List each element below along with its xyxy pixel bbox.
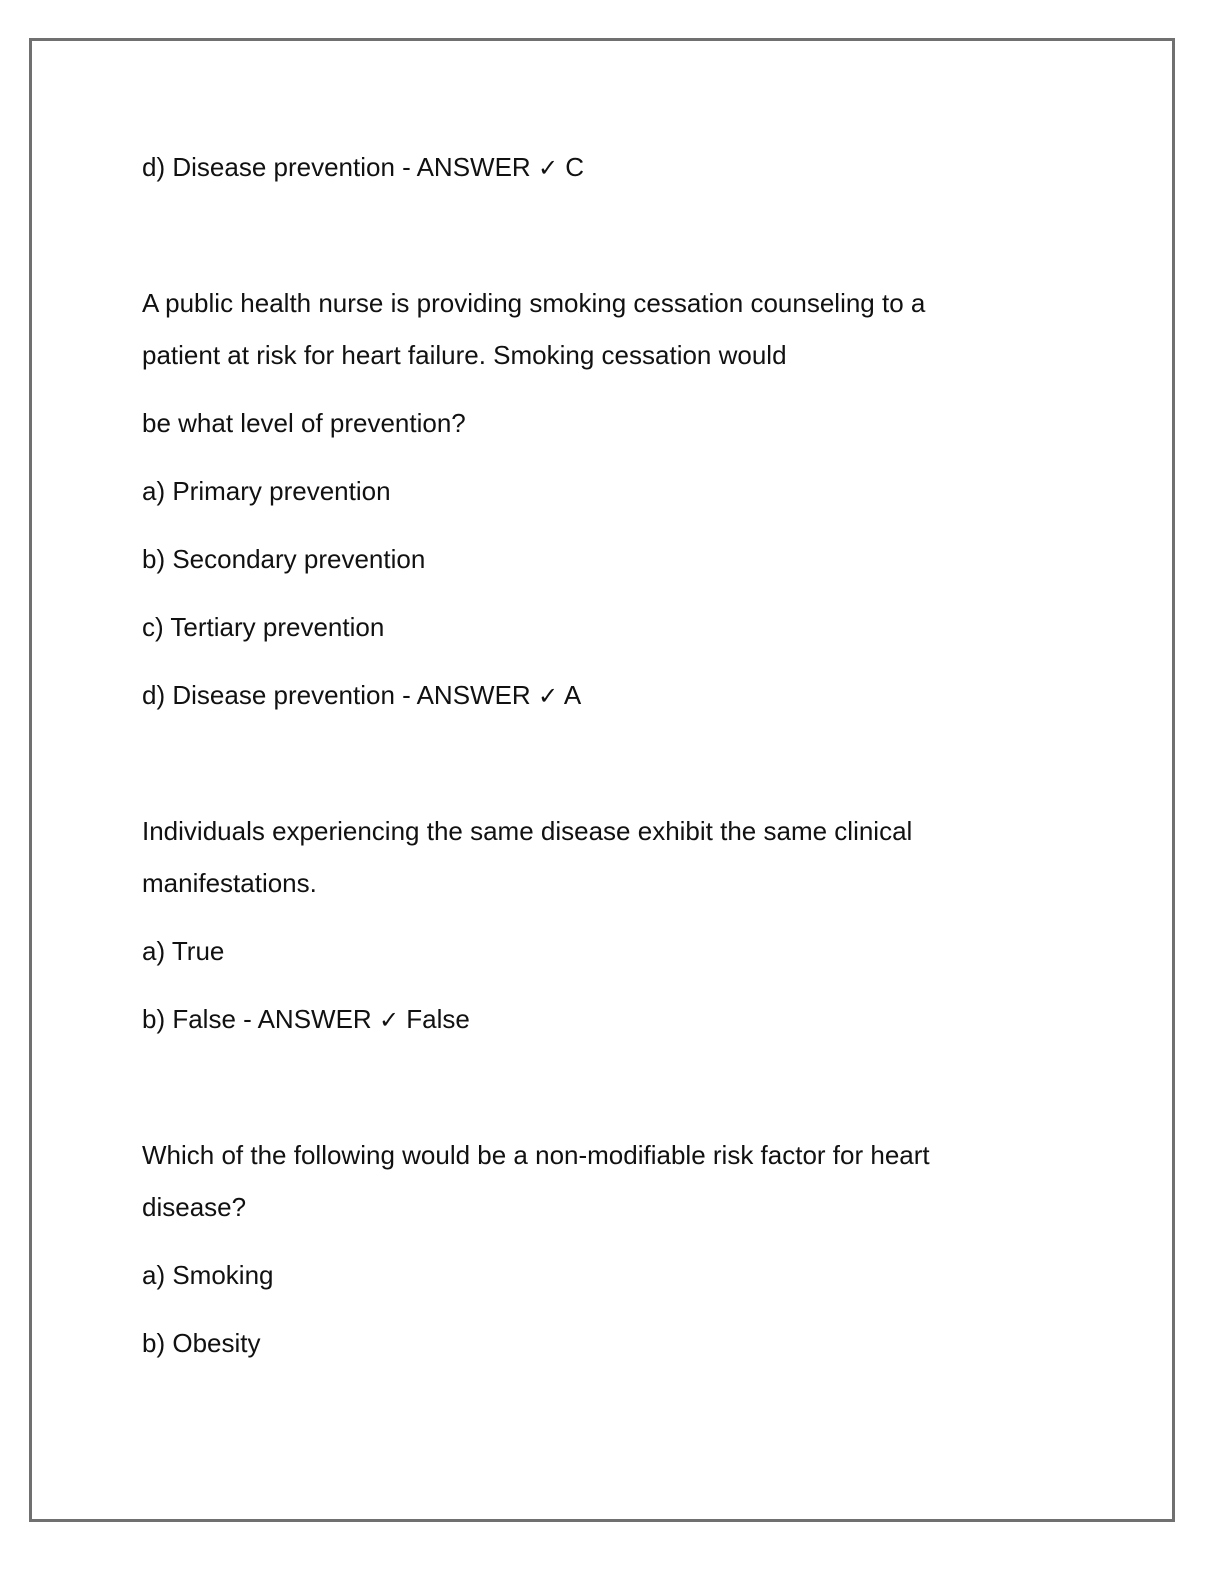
question-2-line-2: patient at risk for heart failure. Smoking cessation would (142, 340, 787, 370)
answer-text: b) False - ANSWER (142, 1004, 379, 1034)
question-4-line-2: disease? (142, 1192, 247, 1222)
answer-line-q3 (142, 1004, 470, 1035)
answer-value: False (399, 1004, 470, 1034)
option-b: b) Obesity (142, 1328, 261, 1358)
option-b: b) Secondary prevention (142, 544, 426, 574)
question-3-line-2: manifestations. (142, 868, 317, 898)
answer-value: A (558, 680, 582, 710)
checkmark-icon: ✓ (378, 1006, 400, 1034)
checkmark-icon: ✓ (537, 154, 559, 182)
question-3-line-1: Individuals experiencing the same disease exhibit the same clinical (142, 816, 913, 846)
answer-text: d) Disease prevention - ANSWER (142, 152, 538, 182)
option-a: a) Smoking (142, 1260, 274, 1290)
option-c: c) Tertiary prevention (142, 612, 385, 642)
page-border (29, 38, 1175, 1522)
option-a: a) Primary prevention (142, 476, 391, 506)
answer-line-q2 (142, 680, 581, 711)
option-a: a) True (142, 936, 225, 966)
checkmark-icon: ✓ (537, 682, 559, 710)
answer-line-q1 (142, 152, 584, 183)
question-4-line-1: Which of the following would be a non-modifiable risk factor for heart (142, 1140, 930, 1170)
question-2-line-1: A public health nurse is providing smoking cessation counseling to a (142, 288, 926, 318)
question-2-line-3: be what level of prevention? (142, 408, 466, 438)
answer-text: d) Disease prevention - ANSWER (142, 680, 538, 710)
answer-value: C (558, 152, 585, 182)
